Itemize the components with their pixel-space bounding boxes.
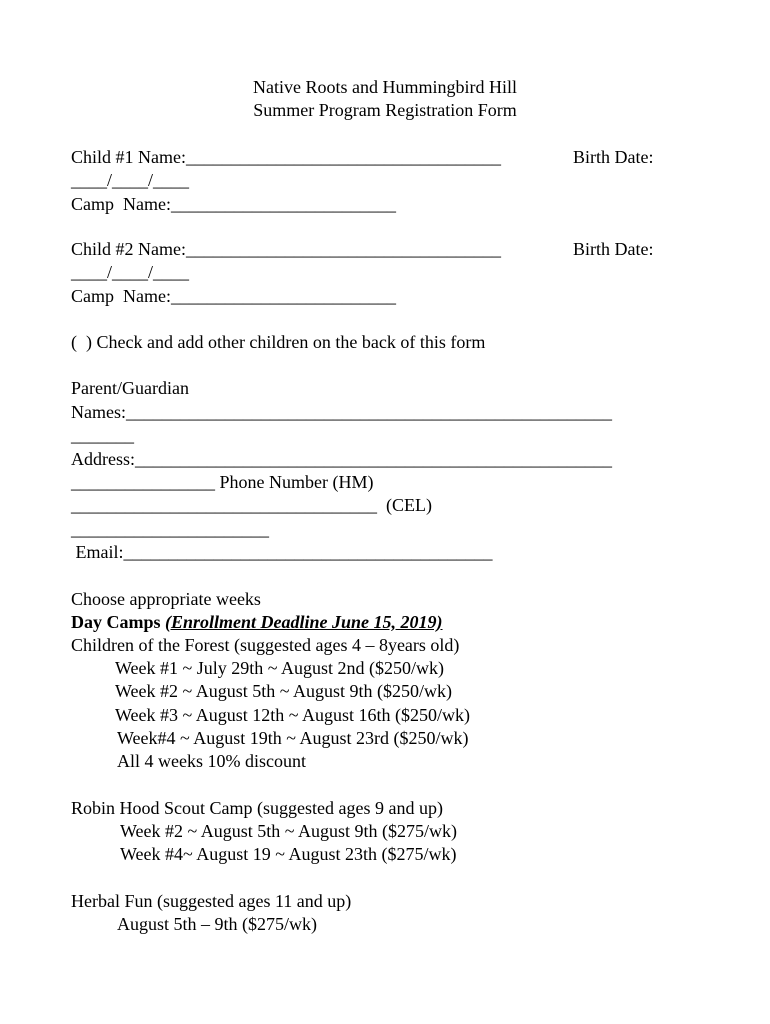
child2-name-field: Child #2 Name:___________________________________ (71, 239, 501, 259)
parent-names-continued: _______ (71, 425, 134, 445)
child1-birth-label: Birth Date: (573, 147, 654, 167)
enrollment-deadline: (Enrollment Deadline June 15, 2019) (165, 612, 443, 632)
day-camps-heading (71, 611, 443, 633)
form-title-line2: Summer Program Registration Form (253, 100, 517, 120)
herbal-fun-dates: August 5th – 9th ($275/wk) (117, 914, 317, 934)
parent-names-field: Names:______________________________________________________ (71, 402, 612, 422)
check-other-children: ( ) Check and add other children on the back of this form (71, 332, 486, 352)
form-title-line1: Native Roots and Hummingbird Hill (253, 77, 517, 97)
parent-guardian-label: Parent/Guardian (71, 378, 189, 398)
robin-week-2: Week #2 ~ August 5th ~ August 9th ($275/wk) (120, 821, 458, 841)
choose-weeks-label: Choose appropriate weeks (71, 589, 261, 609)
forest-week-2: Week #2 ~ August 5th ~ August 9th ($250/wk) (115, 681, 453, 701)
child1-birth-date-field: ____/____/____ (71, 170, 190, 190)
forest-all-weeks-discount: All 4 weeks 10% discount (117, 751, 306, 771)
address-field: Address:_____________________________________________________ (71, 449, 612, 469)
robin-week-4: Week #4~ August 19 ~ August 23th ($275/wk) (120, 844, 457, 864)
child2-birth-label: Birth Date: (573, 239, 654, 259)
child1-camp-name-field: Camp Name:_________________________ (71, 194, 396, 214)
herbal-fun-title: Herbal Fun (suggested ages 11 and up) (71, 891, 352, 911)
forest-week-1: Week #1 ~ July 29th ~ August 2nd ($250/wk) (115, 658, 445, 678)
forest-camp-title: Children of the Forest (suggested ages 4 – 8years old) (71, 635, 460, 655)
child2-birth-date-field: ____/____/____ (71, 262, 190, 282)
child1-name-field: Child #1 Name:___________________________________ (71, 147, 501, 167)
email-field: Email:_________________________________________ (71, 542, 493, 562)
robin-hood-camp-title: Robin Hood Scout Camp (suggested ages 9 and up) (71, 798, 443, 818)
child2-camp-name-field: Camp Name:_________________________ (71, 286, 396, 306)
forest-week-3: Week #3 ~ August 12th ~ August 16th ($250/wk) (115, 705, 471, 725)
home-phone-field: ________________ Phone Number (HM) (71, 472, 374, 492)
cell-phone-continued: ______________________ (71, 519, 269, 539)
day-camps-label: Day Camps (71, 612, 166, 632)
cell-phone-field: __________________________________ (CEL) (71, 495, 432, 515)
forest-week-4: Week#4 ~ August 19th ~ August 23rd ($250/wk) (117, 728, 469, 748)
